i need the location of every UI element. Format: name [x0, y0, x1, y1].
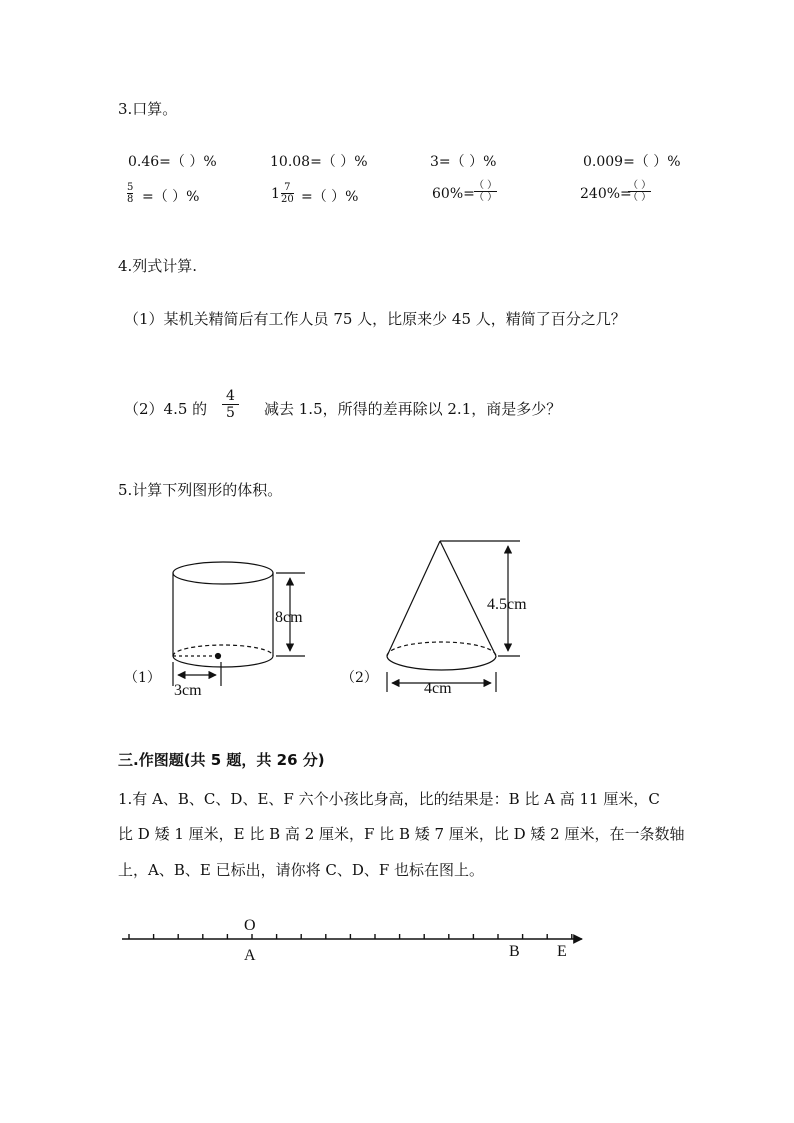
- q3-title: 3.口算。: [118, 100, 178, 118]
- calc-2: 10.08=（ ）%: [270, 154, 368, 170]
- section3-heading: 三.作图题(共 5 题，共 26 分): [118, 751, 325, 769]
- number-line-ticks: [129, 934, 572, 939]
- figure-2-label: （2）: [341, 670, 378, 686]
- point-b-label: B: [509, 943, 520, 960]
- cylinder-radius-label: 3cm: [174, 682, 202, 699]
- q4-part2-suffix: 减去 1.5，所得的差再除以 2.1，商是多少？: [264, 400, 562, 418]
- calc-1: 0.46=（ ）%: [128, 154, 217, 170]
- origin-label: O: [244, 917, 256, 934]
- cone-height-label: 4.5cm: [487, 596, 527, 613]
- fraction-4-5: 4 5: [224, 388, 237, 421]
- q5-title: 5.计算下列图形的体积。: [118, 481, 283, 499]
- blank-fraction-1: （ ） （ ）: [474, 180, 498, 203]
- cone-figure: [387, 541, 520, 692]
- cylinder-height-label: 8cm: [275, 609, 303, 626]
- blank-fraction-2: （ ） （ ）: [628, 180, 652, 203]
- number-line: [122, 934, 582, 939]
- calc-7-left: 60%=: [432, 186, 475, 202]
- calc-3: 3=（ ）%: [430, 154, 497, 170]
- section3-q1-line1: 1.有 A、B、C、D、E、F 六个小孩比身高，比的结果是：B 比 A 高 11 厘米，C: [118, 790, 660, 808]
- calc-4: 0.009=（ ）%: [583, 154, 681, 170]
- cone-diameter-label: 4cm: [424, 680, 452, 697]
- calc-5-tail: =（ ）%: [142, 189, 200, 205]
- point-e-label: E: [557, 943, 567, 960]
- fraction-5-8: 5 8: [127, 182, 134, 205]
- calc-8-left: 240%=: [580, 186, 632, 202]
- calc-6-tail: =（ ）%: [301, 189, 359, 205]
- q4-part1: （1）某机关精简后有工作人员 75 人，比原来少 45 人，精简了百分之几？: [124, 310, 626, 328]
- mixed-whole: 1: [271, 186, 280, 202]
- section3-q1-line3: 上，A、B、E 已标出，请你将 C、D、F 也标在图上。: [118, 861, 485, 879]
- point-a-label: A: [244, 947, 256, 964]
- fraction-7-20: 7 20: [281, 182, 294, 205]
- q4-part2-prefix: （2）4.5 的: [124, 400, 208, 418]
- figure-1-label: （1）: [124, 670, 161, 686]
- q4-title: 4.列式计算.: [118, 257, 198, 275]
- section3-q1-line2: 比 D 矮 1 厘米，E 比 B 高 2 厘米，F 比 B 矮 7 厘米，比 D 矮 2 厘米，在一条数轴: [118, 825, 685, 843]
